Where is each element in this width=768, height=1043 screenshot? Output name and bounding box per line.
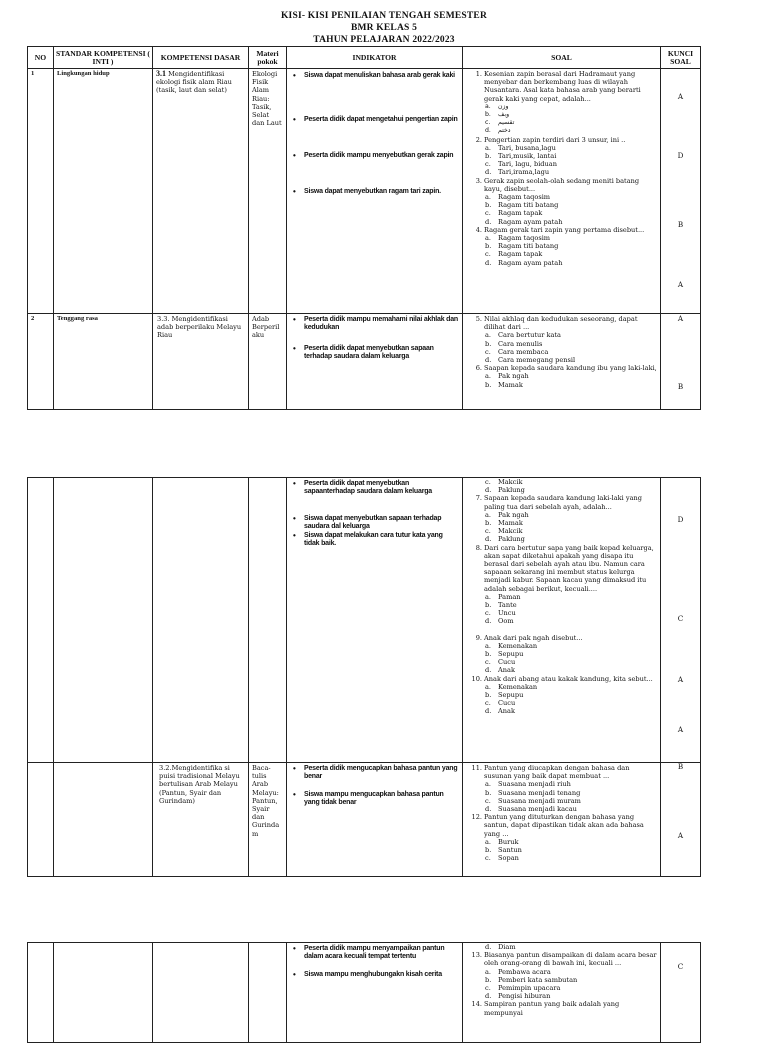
question (466, 1000, 657, 1016)
option-text: Cucu (498, 699, 516, 708)
table-header-row (28, 47, 701, 69)
answer-key-cell (661, 314, 701, 410)
option-letter: a. (485, 682, 492, 691)
option (466, 593, 657, 601)
answer-key: B (677, 382, 684, 391)
option (466, 127, 657, 135)
option-text: Tari,musik, lantai (498, 152, 557, 161)
question (466, 544, 657, 593)
option-text: Pembawa acara (498, 967, 551, 976)
question (466, 675, 657, 683)
option-text: وبف (498, 111, 510, 119)
option (466, 658, 657, 666)
option-text: Cara menulis (498, 339, 543, 348)
option-text: Tante (498, 601, 517, 610)
option-letter: b. (485, 380, 492, 389)
option-text: Cara membaca (498, 347, 549, 356)
question (466, 315, 657, 331)
option-letter: d. (485, 168, 492, 177)
answer-key: B (677, 762, 684, 771)
option-letter: a. (485, 592, 492, 601)
option (466, 348, 657, 356)
option-letter: a. (485, 234, 492, 243)
doc-title-line-3: TAHUN PELAJARAN 2022/2023 (313, 35, 455, 45)
option-text: دختم (498, 127, 511, 135)
option (466, 511, 657, 519)
option (466, 331, 657, 339)
question-number: 9. (475, 633, 482, 642)
option-text: Mamak (498, 519, 523, 528)
option-letter: c. (485, 984, 491, 993)
question-text: Anak dari abang atau kakak kandung, kita sebut... (484, 674, 653, 683)
option-text: Ragam tapak (498, 250, 543, 259)
option-letter: d. (485, 617, 492, 626)
standar-kompetensi (54, 763, 153, 877)
question-text: Sapaan kepada saudara kandung laki-laki yang paling tua dari sebelah ayah, adalah... (484, 494, 643, 511)
option-text: Cara bertutur kata (498, 331, 561, 340)
question (466, 70, 657, 103)
option-text: Santun (498, 846, 522, 855)
option-text: Kemenakan (498, 682, 538, 691)
question-text: Kesenian zapin berasal dari Hadramaut yang menyebar dan berkembang luas di wilayah Nusantara. Asal kata bahasa arab yang berarti gerak kaki yang cepat, adalah... (484, 70, 641, 103)
option-text: Buruk (498, 837, 519, 846)
option-text: Paman (498, 592, 521, 601)
option-letter: b. (485, 650, 492, 659)
option (466, 789, 657, 797)
doc-title-line-2: BMR KELAS 5 (350, 23, 418, 33)
option-letter: c. (485, 796, 491, 805)
option-text: Sepupu (498, 650, 524, 659)
materi-pokok (249, 943, 287, 1043)
option-text: Cucu (498, 658, 516, 667)
question-text: Dari cara bertutur sapa yang baik kepad keluarga, akan sapat diketahui apakah yang disapa itu berasal dari sebelah ayah atau ibu. Namun cara sapaaan sekarang ini membut status kelurga menjadi kabur. Sapaan kacau yang dimaksud itu adalah sebagai berikut, kecuali.... (484, 543, 654, 593)
option-text: Ragam titi batang (498, 201, 559, 210)
indikator-item: • Peserta didik dapat menyebutkan sapaanterhadap saudara dalam keluarga (304, 480, 459, 497)
option (466, 650, 657, 658)
option-letter: a. (485, 372, 492, 381)
question-number: 13. (471, 951, 482, 960)
option-letter: d. (485, 127, 491, 135)
row-number (28, 763, 54, 877)
option-text: Cara memegang pensil (498, 356, 576, 365)
table-row (28, 314, 701, 410)
option (466, 381, 657, 389)
option (466, 218, 657, 226)
option-letter: c. (485, 160, 491, 169)
option-text: Ragam ayam patah (498, 258, 563, 267)
answer-key: D (677, 151, 684, 160)
option (466, 478, 657, 486)
table-row (28, 478, 701, 763)
option-letter: c. (485, 119, 491, 127)
kompetensi-dasar (153, 478, 249, 763)
indikator-item: • Peserta didik mampu menyampaikan pantun dalam acara kecuali tempat tertentu (304, 945, 459, 962)
indikator-list (290, 945, 459, 979)
question (466, 634, 657, 642)
question-text: Pantun yang dituturkan dengan bahasa yang santun, dapat dipastikan tidak akan ada bahasa yang ... (484, 813, 644, 838)
option (466, 976, 657, 984)
soal-cell (463, 763, 661, 877)
option (466, 805, 657, 813)
question-number: 7. (475, 494, 482, 503)
option (466, 209, 657, 217)
option-text: Pemberi kata sambutan (498, 975, 578, 984)
option-text: Ragam taqosim (498, 193, 551, 202)
option (466, 968, 657, 976)
option (466, 144, 657, 152)
answer-key-cell (661, 943, 701, 1043)
question (466, 364, 657, 372)
option-text: Pak ngah (498, 372, 529, 381)
soal-cell (463, 69, 661, 314)
option-letter: b. (485, 339, 492, 348)
option (466, 519, 657, 527)
option-letter: b. (485, 788, 492, 797)
option (466, 152, 657, 160)
question (466, 177, 657, 193)
answer-key-cell (661, 763, 701, 877)
option (466, 234, 657, 242)
option-text: Tari,irama,lagu (498, 168, 550, 177)
option-text: Suasana menjadi riuh (498, 780, 571, 789)
option-letter: b. (485, 152, 492, 161)
option (466, 535, 657, 543)
option-text: Tari, lagu, biduan (498, 160, 557, 169)
standar-kompetensi (54, 478, 153, 763)
indikator-list (290, 72, 459, 197)
indikator-cell (287, 314, 463, 410)
option-text: Suasana menjadi tenang (498, 788, 581, 797)
option-text: Pak ngah (498, 510, 529, 519)
question-number: 6. (475, 364, 482, 373)
row-number: 1 (28, 69, 54, 314)
option-text: Suasana menjadi kacau (498, 805, 577, 814)
option-text: Makcik (498, 527, 523, 536)
kompetensi-dasar (153, 69, 249, 314)
option-text: Ragam titi batang (498, 242, 559, 251)
col-header-soal: SOAL (463, 47, 661, 69)
option (466, 707, 657, 715)
standar-kompetensi: Tenggang rasa (54, 314, 153, 410)
option-letter: d. (485, 992, 492, 1001)
option-letter: d. (485, 217, 492, 226)
option-text: Sopan (498, 854, 519, 863)
col-header-kd: KOMPETENSI DASAR (153, 47, 249, 69)
option-text: Pengisi hiburan (498, 992, 551, 1001)
row-number: 2 (28, 314, 54, 410)
col-header-indikator: INDIKATOR (287, 47, 463, 69)
question-text: Ragam gerak tari zapin yang pertama disebut... (484, 225, 645, 234)
answer-key: A (677, 314, 684, 323)
table-row (28, 69, 701, 314)
question-text: Biasanya pantun disampaikan di dalam acara besar oleh orang-orang di bawah ini, kecuali ... (484, 951, 657, 968)
question-text: Anak dari pak ngah disebut... (484, 633, 583, 642)
question (466, 813, 657, 838)
question-number: 5. (475, 315, 482, 323)
question (466, 226, 657, 234)
option-letter: a. (485, 143, 492, 152)
question-number: 12. (471, 813, 482, 822)
option-text: Ragam tapak (498, 209, 543, 218)
col-header-sk: STANDAR KOMPETENSI ( INTI ) (54, 47, 153, 69)
indikator-item: • Siswa mampu mengucapkan bahasa pantun yang tidak benar (304, 791, 459, 808)
question-text: Pantun yang diucapkan dengan bahasa dan susunan yang baik dapat membuat ... (484, 764, 630, 781)
question-number: 11. (471, 764, 482, 772)
option (466, 666, 657, 674)
option-letter: a. (485, 510, 492, 519)
option-letter: d. (485, 943, 492, 951)
indikator-item: • Peserta didik dapat menyebutkan sapaan terhadap saudara dalam keluarga (304, 345, 459, 362)
answer-key: C (677, 962, 684, 971)
soal-cell (463, 478, 661, 763)
standar-kompetensi (54, 943, 153, 1043)
option-letter: b. (485, 242, 492, 251)
option (466, 486, 657, 494)
question-number: 4. (475, 225, 482, 234)
option-letter: a. (485, 193, 492, 202)
table-row (28, 763, 701, 877)
kisi-table-part-3 (27, 942, 701, 1043)
kompetensi-dasar: 3.2.Mengidentifika si puisi tradisional Melayu bertulisan Arab Melayu (Pantun, Syair dan Gurindam) (153, 763, 249, 877)
option (466, 103, 657, 111)
option (466, 609, 657, 617)
indikator-cell (287, 69, 463, 314)
materi-pokok: Ekologi Fisik Alam Riau: Tasik, Selat dan Laut (249, 69, 287, 314)
option-letter: a. (485, 780, 492, 789)
soal-cell (463, 314, 661, 410)
option (466, 780, 657, 788)
option-text: Anak (498, 666, 515, 675)
question-number: 1. (475, 70, 482, 78)
option (466, 838, 657, 846)
col-header-kunci: KUNCI SOAL (661, 47, 701, 69)
indikator-item: • Siswa dapat menuliskan bahasa arab gerak kaki (304, 72, 459, 80)
option-letter: d. (485, 535, 492, 544)
table-row (28, 943, 701, 1043)
option-letter: a. (485, 967, 492, 976)
option-text: Paklung (498, 535, 525, 544)
option (466, 356, 657, 364)
indikator-list (290, 765, 459, 808)
question-text: Gerak zapin seolah-olah sedang meniti batang kayu, disebut... (484, 176, 640, 193)
option-letter: c. (485, 658, 491, 667)
answer-key-cell (661, 69, 701, 314)
option-text: Oom (498, 617, 514, 626)
option-letter: d. (485, 258, 492, 267)
question-number: 2. (475, 135, 482, 144)
option (466, 372, 657, 380)
kd-text: Mengidentifikasi ekologi fisik alam Riau (tasik, laut dan selat) (156, 70, 232, 95)
standar-kompetensi: Lingkungan hidup (54, 69, 153, 314)
option-letter: b. (485, 111, 491, 119)
option (466, 984, 657, 992)
answer-key: A (677, 675, 684, 684)
option (466, 601, 657, 609)
option-letter: d. (485, 805, 492, 814)
option-letter: c. (485, 527, 491, 536)
option-letter: a. (485, 837, 492, 846)
indikator-item: • Siswa dapat menyebutkan ragam tari zapin. (304, 188, 459, 196)
option (466, 691, 657, 699)
answer-key: A (677, 725, 684, 734)
option (466, 168, 657, 176)
option-letter: c. (485, 347, 491, 356)
answer-key: A (677, 92, 684, 101)
option (466, 259, 657, 267)
answer-key: B (677, 220, 684, 229)
option (466, 846, 657, 854)
answer-key: D (677, 515, 684, 524)
question-text: Sampiran pantun yang baik adalah yang mempunyai (484, 1000, 620, 1017)
option (466, 340, 657, 348)
option (466, 119, 657, 127)
option (466, 854, 657, 862)
materi-pokok (249, 478, 287, 763)
indikator-item: • Siswa dapat melakukan cara tutur kata yang tidak baik. (304, 532, 459, 549)
option-text: Kemenakan (498, 641, 538, 650)
indikator-item: • Siswa dapat menyebutkan sapaan terhadap saudara dal keluarga (304, 515, 459, 532)
option-letter: a. (485, 641, 492, 650)
question-text: Nilai akhlaq dan kedudukan seseorang, dapat dilihat dari ... (484, 315, 638, 332)
indikator-cell (287, 763, 463, 877)
indikator-item: • Siswa mampu menghubungakn kisah cerita (304, 971, 459, 979)
soal-cell (463, 943, 661, 1043)
indikator-list (290, 316, 459, 362)
option (466, 250, 657, 258)
option-letter: b. (485, 519, 492, 528)
option-letter: d. (485, 666, 492, 675)
kisi-table-part-1 (27, 46, 701, 410)
question (466, 136, 657, 144)
kd-number: 3.1 (156, 69, 166, 78)
option-letter: c. (485, 699, 491, 708)
question (466, 951, 657, 967)
question (466, 494, 657, 510)
option-text: تقسيم (498, 119, 515, 127)
doc-title-line-1: KISI- KISI PENILAIAN TENGAH SEMESTER (280, 11, 488, 21)
option-text: Paklung (498, 486, 525, 495)
indikator-list (290, 480, 459, 548)
option-letter: c. (485, 250, 491, 259)
row-number (28, 478, 54, 763)
col-header-materi: Materi pokok (249, 47, 287, 69)
option-text: وزن (498, 102, 509, 110)
question (466, 764, 657, 780)
question-number: 3. (475, 176, 482, 185)
option (466, 111, 657, 119)
option-letter: c. (485, 478, 491, 486)
option-text: Uncu (498, 609, 516, 618)
option (466, 617, 657, 625)
option (466, 992, 657, 1000)
option-letter: d. (485, 707, 492, 716)
question-text: Pengertian zapin terdiri dari 3 unsur, ini .. (484, 135, 626, 144)
option-text: Anak (498, 707, 515, 716)
row-number (28, 943, 54, 1043)
option-text: Diam (498, 943, 516, 951)
option-text: Ragam taqosim (498, 234, 551, 243)
option-text: Sepupu (498, 691, 524, 700)
materi-pokok: Adab Berperil aku (249, 314, 287, 410)
option-text: Pemimpin upacara (498, 984, 561, 993)
option-text: Ragam ayam patah (498, 217, 563, 226)
option-letter: b. (485, 201, 492, 210)
question-number: 14. (471, 1000, 482, 1009)
option-text: Makcik (498, 478, 523, 486)
indikator-item: • Peserta didik mengucapkan bahasa pantun yang benar (304, 765, 459, 782)
option-letter: b. (485, 601, 492, 610)
indikator-cell (287, 943, 463, 1043)
option (466, 527, 657, 535)
option-letter: c. (485, 209, 491, 218)
answer-key: A (677, 280, 684, 289)
kompetensi-dasar: 3.3. Mengidentifikasi adab berperilaku Melayu Riau (153, 314, 249, 410)
option-letter: b. (485, 975, 492, 984)
indikator-item: • Peserta didik dapat mengetahui pengertian zapin (304, 116, 459, 124)
materi-pokok: Baca- tulis Arab Melayu: Pantun, Syair dan Gurinda m (249, 763, 287, 877)
option-letter: d. (485, 356, 492, 365)
question-number: 10. (471, 674, 482, 683)
option (466, 201, 657, 209)
indikator-item: • Peserta didik mampu memahami nilai akhlak dan kedudukan (304, 316, 459, 333)
option (466, 797, 657, 805)
answer-key-cell (661, 478, 701, 763)
option-letter: b. (485, 846, 492, 855)
option-text: Mamak (498, 380, 523, 389)
option-letter: a. (485, 331, 492, 340)
indikator-item: • Peserta didik mampu menyebutkan gerak zapin (304, 152, 459, 160)
option (466, 242, 657, 250)
option-letter: a. (485, 102, 491, 110)
kompetensi-dasar (153, 943, 249, 1043)
option (466, 699, 657, 707)
option-text: Suasana menjadi muram (498, 796, 581, 805)
question-text: Saapan kepada saudara kandung ibu yang laki-laki, (484, 364, 657, 373)
option (466, 943, 657, 951)
option-letter: c. (485, 609, 491, 618)
answer-key: A (677, 831, 684, 840)
indikator-cell (287, 478, 463, 763)
option (466, 683, 657, 691)
col-header-no: NO (28, 47, 54, 69)
option-letter: c. (485, 854, 491, 863)
answer-key: C (677, 614, 684, 623)
option-text: Tari, busana,lagu (498, 143, 556, 152)
question-number: 8. (475, 543, 482, 552)
option (466, 193, 657, 201)
option (466, 160, 657, 168)
option-letter: d. (485, 486, 492, 495)
option (466, 642, 657, 650)
kisi-table-part-2 (27, 477, 701, 877)
option-letter: b. (485, 691, 492, 700)
